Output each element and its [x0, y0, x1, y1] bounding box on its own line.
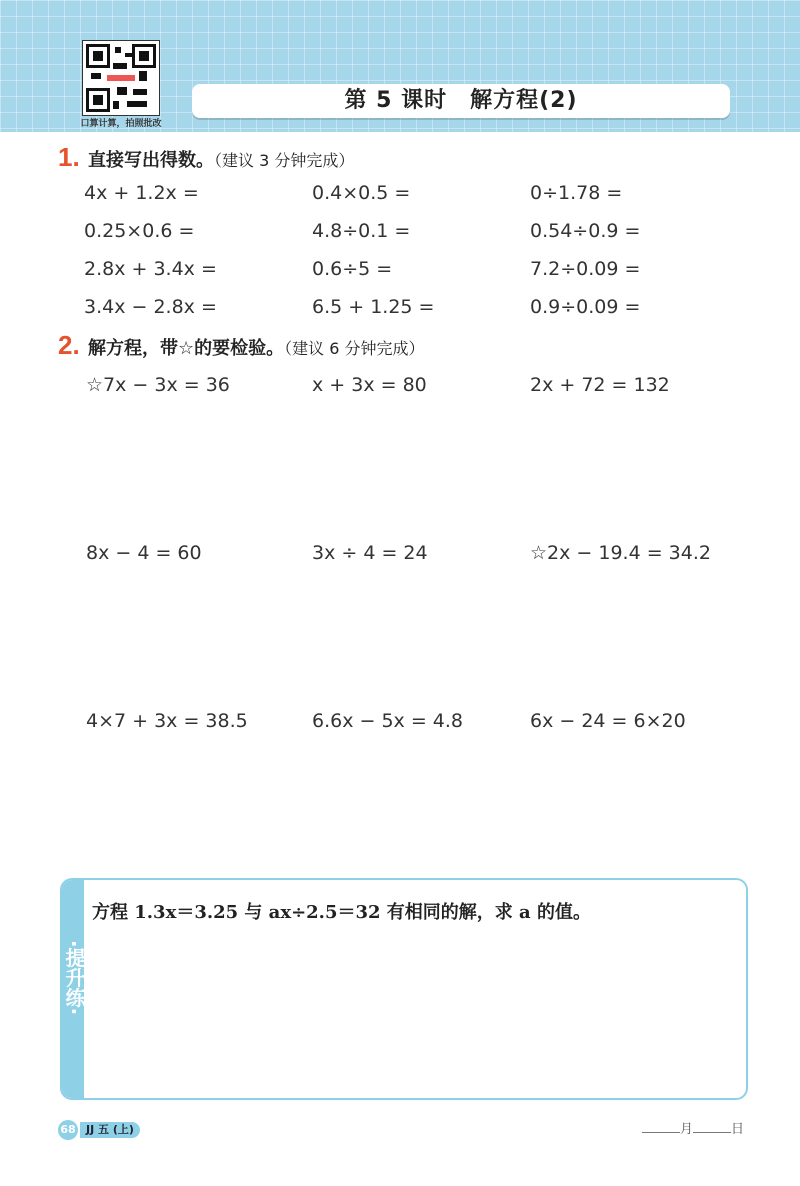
- s1-problem: 7.2÷0.09 =: [530, 258, 641, 280]
- extension-question: 方程 1.3x＝3.25 与 ax÷2.5＝32 有相同的解，求 a 的值。: [92, 902, 591, 923]
- section-2-title: [88, 334, 425, 360]
- qr-finder-top-right: [132, 44, 156, 68]
- month-blank: [642, 1132, 680, 1133]
- s2-equation: 6x − 24 = 6×20: [530, 710, 686, 732]
- section-1-title-text: 直接写出得数。: [88, 150, 214, 171]
- qr-caption: 口算计算，拍照批改: [80, 119, 162, 129]
- section-1-title: [88, 146, 354, 172]
- section-2-hint: （建议 6 分钟完成）: [284, 339, 425, 358]
- qr-module: [125, 53, 133, 57]
- s2-equation: x + 3x = 80: [312, 374, 427, 396]
- date-line: [642, 1118, 744, 1137]
- qr-module: [127, 101, 147, 107]
- s2-equation: ☆2x − 19.4 = 34.2: [530, 542, 711, 564]
- qr-module: [117, 87, 127, 95]
- s1-problem: 0.54÷0.9 =: [530, 220, 641, 242]
- section-1-number: 1.: [58, 142, 80, 172]
- s1-problem: 6.5 + 1.25 =: [312, 296, 435, 318]
- s1-problem: 0.4×0.5 =: [312, 182, 411, 204]
- lesson-title: 第 5 课时 解方程(2): [344, 88, 578, 113]
- s2-equation: 4×7 + 3x = 38.5: [86, 710, 248, 732]
- s1-problem: 4.8÷0.1 =: [312, 220, 411, 242]
- qr-module: [115, 47, 121, 53]
- s1-problem: 0÷1.78 =: [530, 182, 623, 204]
- page-number: 68: [58, 1120, 78, 1140]
- s1-problem: 0.9÷0.09 =: [530, 296, 641, 318]
- s2-equation: 3x ÷ 4 = 24: [312, 542, 428, 564]
- qr-finder-bottom-left: [86, 88, 110, 112]
- qr-module: [133, 89, 147, 95]
- s2-equation: ☆7x − 3x = 36: [86, 374, 230, 396]
- edition-label: JJ 五 (上): [80, 1122, 140, 1138]
- s1-problem: 4x + 1.2x =: [84, 182, 199, 204]
- section-1-hint: （建议 3 分钟完成）: [214, 151, 355, 170]
- s1-problem: 0.6÷5 =: [312, 258, 393, 280]
- s1-problem: 2.8x + 3.4x =: [84, 258, 217, 280]
- day-label: 日: [731, 1122, 745, 1137]
- qr-module: [91, 73, 101, 79]
- qr-center-logo: [107, 75, 135, 81]
- s2-equation: 2x + 72 = 132: [530, 374, 670, 396]
- s1-problem: 0.25×0.6 =: [84, 220, 195, 242]
- section-2-number: 2.: [58, 330, 80, 360]
- extension-label-text: ·提升练·: [62, 940, 86, 1016]
- section-2-title-text: 解方程，带☆的要检验。: [88, 338, 285, 359]
- qr-finder-top-left: [86, 44, 110, 68]
- qr-module: [113, 101, 119, 109]
- day-blank: [693, 1132, 731, 1133]
- s2-equation: 8x − 4 = 60: [86, 542, 202, 564]
- qr-module: [113, 63, 127, 69]
- extension-label: [60, 940, 86, 1016]
- s1-problem: 3.4x − 2.8x =: [84, 296, 217, 318]
- month-label: 月: [680, 1122, 694, 1137]
- qr-module: [139, 71, 147, 81]
- s2-equation: 6.6x − 5x = 4.8: [312, 710, 464, 732]
- qr-code-icon[interactable]: [82, 40, 160, 116]
